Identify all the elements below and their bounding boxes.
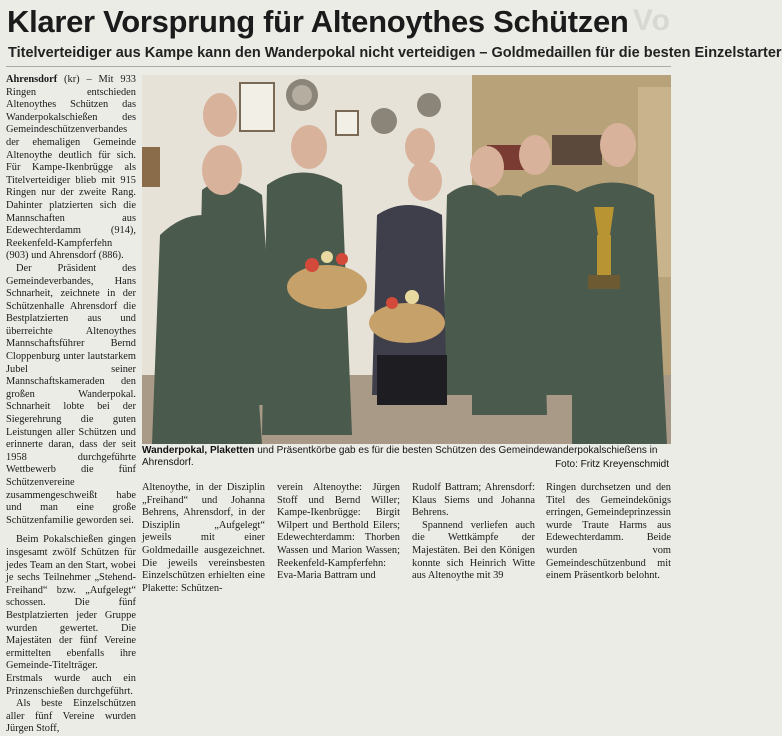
- col5-text: Ringen durchsetzen und den Titel des Gemeindekönigs erringen, Gemeindeprinzessin wurde Traute Harms aus Edewechterdamm. Beide wurden vom Gemeindeschützenbund mit einem Präsentkorb belohnt.: [546, 482, 671, 582]
- paragraph-2: Der Präsident des Gemeindeverbandes, Hans Schnarheit, zeichnete in der Schützenhalle Ahrensdorf die Bestplatzierten aus und überreichte Altenoythes Mannschaftsführer Bernd Cloppenburg unter lautstarkem Jubel seiner Mannschaftskameraden den großen Wanderpokal. Schnarheit lobte bei der Siegerehrung die guten Leistungen aller Schützen und erinnerte daran, dass der seit 1958 durchgeführte Wettbewerb die fünf Schützenvereine zusammengeschweißt habe und man eine große Schützenfamilie geworden sei.: [6, 262, 136, 526]
- dateline: Ahrensdorf: [6, 74, 58, 85]
- paragraph-3: Beim Pokalschießen gingen insgesamt zwölf Schützen für jedes Team an den Start, wobei je sechs Teilnehmer „Stehend-Freihand“ bzw. „Aufgelegt“ schossen. Die fünf Bestplatzierten jeder Gruppe wurden gewertet. Die Majestäten der fünf Vereine ermittelten ebenfalls ihre Gemeinde-Titelträger. Erstmals wurde auch ein Prinzenschießen durchgeführt.: [6, 534, 136, 697]
- col4-text-2: Spannend verliefen auch die Wettkämpfe der Majestäten. Bei den Königen konnte sich Heinrich Witte aus Altenoythe mit 39: [412, 519, 535, 582]
- paragraph-4: Als beste Einzelschützen aller fünf Vereine wurden Jürgen Stoff,: [6, 698, 136, 735]
- col4-text-1: Rudolf Battram; Ahrensdorf: Klaus Siems und Johanna Behrens.: [412, 482, 535, 519]
- col3-text: verein Altenoythe: Jürgen Stoff und Bernd Willer; Kampe-Ikenbrügge: Birgit Wilpert und Berthold Eilers; Edewechterdamm: Thorben Wassen und Marion Wassen; Reekenfeld-Kampferfehn: Eva-Maria Battram und: [277, 482, 400, 582]
- group-photo: [142, 75, 671, 444]
- headline-rule: [6, 66, 671, 67]
- article-column-2: [142, 482, 265, 594]
- headline: Klarer Vorsprung für Altenoythes Schützen: [7, 4, 629, 39]
- subheadline: Titelverteidiger aus Kampe kann den Wanderpokal nicht verteidigen – Goldmedaillen für die besten Einzelstarter: [8, 45, 782, 61]
- intro-paragraph: [6, 74, 136, 263]
- intro-text: (kr) – Mit 933 Ringen entschieden Altenoythes Schützen das Wanderpokalschießen des Gemeindeschützenverbandes der ehemaligen Gemeinde Altenoythe deutlich für sich. Für Kampe-Ikenbrügge als Titelverteidiger blieb mit 915 Ringen nur der zweite Rang. Dahinter platzierten sich die Mannschaften aus Edewechterdamm (914), Reekenfeld-Kampferfehn (903) und Ahrensdorf (886).: [6, 74, 136, 262]
- col2-text: Altenoythe, in der Disziplin „Freihand“ und Johanna Behrens, Ahrensdorf, in der Disziplin „Aufgelegt“ jeweils mit einer Goldmedaille ausgezeichnet. Die jeweils vereinsbesten Einzelschützen erhielten eine Plakette: Schützen-: [142, 482, 265, 594]
- article-column-4: [412, 482, 535, 582]
- caption-text: und Präsentkörbe gab es für die besten Schützen des Gemeindewanderpokalschießens in Ahrensdorf.: [142, 445, 658, 468]
- article-column-3: [277, 482, 400, 582]
- photo-credit: Foto: Fritz Kreyenschmidt: [555, 459, 669, 470]
- article-column-5: [546, 482, 671, 582]
- article-column-1: [6, 74, 136, 735]
- masthead-ghost: Vo: [632, 4, 671, 37]
- caption-lead: Wanderpokal, Plaketten: [142, 445, 255, 456]
